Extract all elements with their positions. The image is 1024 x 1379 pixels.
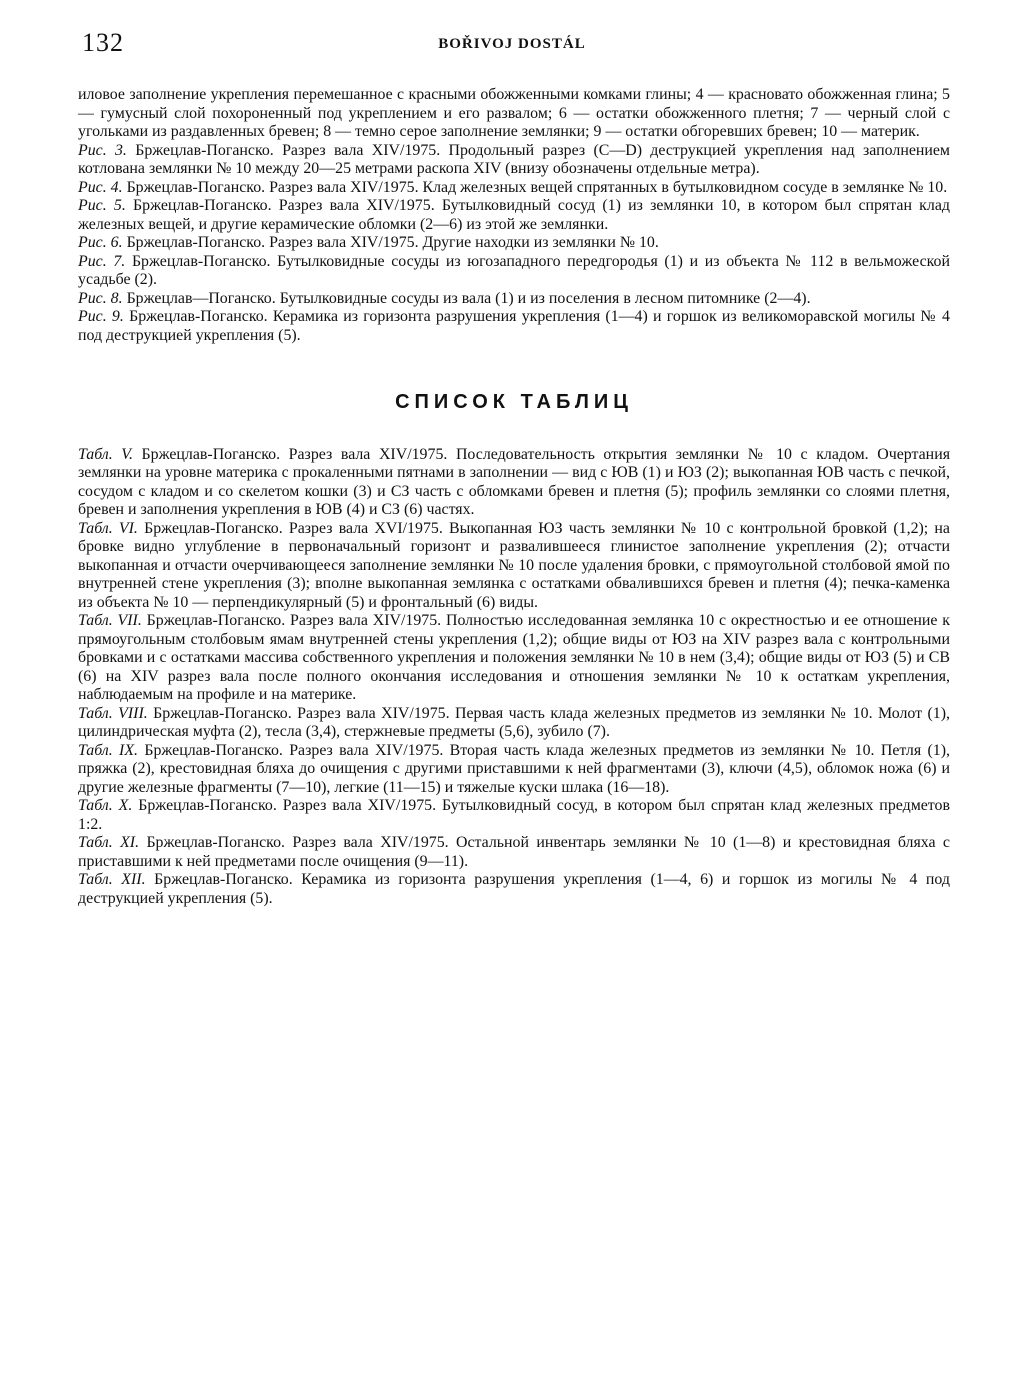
caption-continuation: иловое заполнение укрепления перемешанное с красными обожженными комками глины; 4 — красновато обожженная глина; 5 — гумусный слой похороненный под укреплением и его развалом; 6 — остатки обожженного плетня; 7 — черный слой с угольками из раздавленных бревен; 8 — темно серое заполнение землянки; 9 — остатки обгоревших бревен; 10 — материк. — [78, 86, 950, 140]
plate-label: Табл. X. — [78, 797, 133, 814]
figure-caption — [78, 197, 950, 234]
figure-text: Бржецлав-Поганско. Разрез вала XIV/1975. Продольный разрез (C—D) деструкцией укрепления над заполнением котлована землянки № 10 между 20—25 метрами раскопа XIV (внизу обозначены отдельные метра). — [78, 141, 950, 177]
figure-caption — [78, 142, 950, 179]
figure-captions — [78, 142, 950, 346]
plate-text: Бржецлав-Поганско. Разрез вала XIV/1975. Последовательность открытия землянки № 10 с кладом. Очертания землянки на уровне материка с прокаленными пятнами в заполнении — вид с ЮВ (1) и ЮЗ (2); выкопанная ЮВ часть с печкой, сосудом с кладом и со скелетом кошки (3) и СЗ часть с обломками бревен и плетня (5); профиль землянки со слоями плетня, бревен и заполнения укрепления в ЮВ (4) и СЗ (6) частях. — [78, 445, 951, 518]
figure-text: Бржецлав-Поганско. Бутылковидные сосуды из югозападного передгородья (1) и из объекта № 112 в вельможеской усадьбе (2). — [78, 252, 950, 288]
plate-text: Бржецлав-Поганско. Керамика из горизонта разрушения укрепления (1—4, 6) и горшок из могилы № 4 под деструкцией укрепления (5). — [78, 871, 950, 907]
figure-caption — [78, 308, 950, 345]
figure-label: Рис. 9. — [78, 308, 124, 325]
plate-caption — [78, 834, 950, 871]
plate-text: Бржецлав-Поганско. Разрез вала XIV/1975. Первая часть клада железных предметов из землянки № 10. Молот (1), цилиндрическая муфта (2), тесла (3,4), стержневые предметы (5,6), зубило (7). — [78, 704, 951, 740]
figure-text: Бржецлав-Поганско. Разрез вала XIV/1975. Бутылковидный сосуд (1) из землянки 10, в котором был спрятан клад железных вещей, и другие керамические обломки (2—6) из этой же землянки. — [78, 197, 950, 233]
page-content — [78, 86, 950, 908]
plate-label: Табл. V. — [78, 445, 133, 463]
plate-label: Табл. XII. — [78, 871, 146, 888]
plate-caption — [78, 446, 950, 520]
figure-text: Бржецлав—Поганско. Бутылковидные сосуды из вала (1) и из поселения в лесном питомнике (2—4). — [126, 289, 811, 307]
plate-caption — [78, 871, 950, 908]
figure-caption — [78, 290, 950, 309]
table-captions — [78, 446, 950, 909]
figure-label: Рис. 8. — [78, 289, 123, 307]
plate-caption — [78, 520, 950, 613]
figure-label: Рис. 4. — [78, 178, 123, 196]
figure-label: Рис. 5. — [78, 197, 126, 214]
running-head: BOŘIVOJ DOSTÁL — [438, 36, 586, 52]
plate-label: Табл. VIII. — [78, 704, 148, 722]
figure-caption — [78, 253, 950, 290]
plate-text: Бржецлав-Поганско. Разрез вала XVI/1975. Выкопанная ЮЗ часть землянки № 10 с контрольной бровкой (1,2); на бровке видно углубление в первоначальный горизонт и развалившееся глинистое заполнение укрепления (2); отчасти выкопанная и отчасти очерчивающееся заполнение землянки № 10 после удаления бровки, с прямоугольной столбовой ямой по внутренней стене укрепления (3); вполне выкопанная землянка с остатками обвалившихся бревен и плетня (4); печка-каменка из объекта № 10 — перпендикулярный (5) и фронтальный (6) виды. — [78, 519, 950, 611]
plate-caption — [78, 705, 950, 742]
plate-text: Бржецлав-Поганско. Разрез вала XIV/1975. Вторая часть клада железных предметов из землянки № 10. Петля (1), пряжка (2), крестовидная бляха до очищения с другими приставшими к ней фрагментами (3), ключи (4,5), обломок ножа (6) и другие железные фрагменты (7—10), легкие (11—15) и тяжелые куски шлака (16—18). — [78, 741, 950, 796]
plate-label: Табл. XI. — [78, 834, 140, 851]
figure-text: Бржецлав-Поганско. Керамика из горизонта разрушения укрепления (1—4) и горшок из великоморавской могилы № 4 под деструкцией укрепления (5). — [78, 308, 950, 344]
figure-caption — [78, 179, 950, 198]
figure-label: Рис. 7. — [78, 252, 126, 270]
plate-label: Табл. VI. — [78, 519, 138, 537]
section-title: СПИСОК ТАБЛИЦ — [395, 391, 633, 413]
figure-label: Рис. 6. — [78, 234, 123, 251]
plate-text: Бржецлав-Поганско. Разрез вала XIV/1975. Остальной инвентарь землянки № 10 (1—8) и крестовидная бляха с приставшими к ней предметами после очищения (9—11). — [78, 834, 950, 870]
plate-text: Бржецлав-Поганско. Разрез вала XIV/1975. Полностью исследованная землянка 10 с окрестностью и ее отношение к прямоугольным столбовым ямам внутренней стены укрепления (1,2); общие виды от ЮЗ на XIV разрез вала с контрольными бровками и с остатками массива собственного укрепления и положения землянки № 10 в нем (3,4); общие виды от ЮЗ (5) и СВ (6) на XIV разрез вала после полного окончания исследования и отношения землянки № 10 к остаткам укрепления, наблюдаемым на профиле и на материке. — [78, 612, 950, 703]
plate-text: Бржецлав-Поганско. Разрез вала XIV/1975. Бутылковидный сосуд, в котором был спрятан клад железных предметов 1:2. — [78, 797, 950, 833]
figure-text: Бржецлав-Поганско. Разрез вала XIV/1975. Другие находки из землянки № 10. — [126, 234, 659, 251]
plate-caption — [78, 742, 950, 798]
figure-caption — [78, 234, 950, 253]
page-number: 132 — [82, 28, 124, 57]
figure-label: Рис. 3. — [78, 141, 127, 159]
figure-text: Бржецлав-Поганско. Разрез вала XIV/1975. Клад железных вещей спрятанных в бутылковидном сосуде в землянке № 10. — [126, 178, 948, 196]
plate-caption — [78, 797, 950, 834]
plate-label: Табл. IX. — [78, 741, 138, 759]
plate-label: Табл. VII. — [78, 612, 142, 629]
plate-caption — [78, 612, 950, 705]
